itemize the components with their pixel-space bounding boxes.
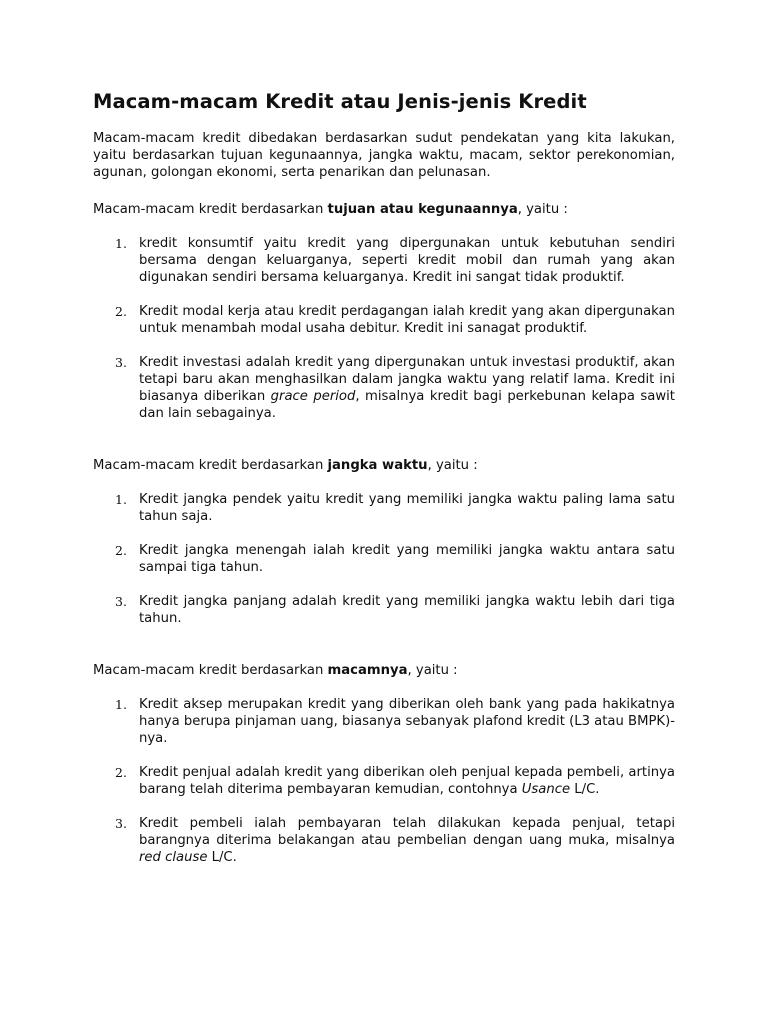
list-number: 3. <box>115 816 127 831</box>
list-item: 3. Kredit investasi adalah kredit yang dipergunakan untuk investasi produktif, akan tetapi baru akan menghasilkan dalam jangka waktu yang relatif lama. Kredit ini biasanya diberikan grace period, misalnya kredit bagi perkebunan kelapa sawit dan lain sebagainya. <box>115 355 675 421</box>
list-number: 2. <box>115 543 127 558</box>
italic-term: Usance <box>521 782 571 797</box>
list-number: 1. <box>115 236 127 251</box>
list-number: 2. <box>115 765 127 780</box>
list-item: 1. Kredit aksep merupakan kredit yang diberikan oleh bank yang pada hakikatnya hanya berupa pinjaman uang, biasanya sebanyak plafond kredit (L3 atau BMPK)-nya. <box>115 697 675 746</box>
list-item: 2. Kredit penjual adalah kredit yang diberikan oleh penjual kepada pembeli, artinya barang telah diterima pembayaran kemudian, contohnya Usance L/C. <box>115 765 675 797</box>
list-item: 1. kredit konsumtif yaitu kredit yang dipergunakan untuk kebutuhan sendiri bersama dengan keluarganya, seperti kredit mobil dan rumah yang akan digunakan sendiri bersama keluarganya. Kredit ini sangat tidak produktif. <box>115 236 675 285</box>
section-keyword: macamnya <box>327 663 408 678</box>
section-heading-term: Macam-macam kredit berdasarkan jangka waktu, yaitu : <box>93 458 478 473</box>
section-heading-type: Macam-macam kredit berdasarkan macamnya, yaitu : <box>93 663 458 678</box>
section-keyword: tujuan atau kegunaannya <box>327 202 518 217</box>
section-keyword: jangka waktu <box>327 458 428 473</box>
list-number: 3. <box>115 355 127 370</box>
list-item: 2. Kredit modal kerja atau kredit perdagangan ialah kredit yang akan dipergunakan untuk menambah modal usaha debitur. Kredit ini sanagat produktif. <box>115 304 675 336</box>
document-body <box>93 90 675 883</box>
section-heading-purpose: Macam-macam kredit berdasarkan tujuan atau kegunaannya, yaitu : <box>93 202 568 217</box>
list-number: 3. <box>115 594 127 609</box>
list-number: 1. <box>115 697 127 712</box>
list-item: 3. Kredit jangka panjang adalah kredit yang memiliki jangka waktu lebih dari tiga tahun. <box>115 594 675 626</box>
page-title: Macam-macam Kredit atau Jenis-jenis Kredit <box>93 90 587 113</box>
list-item: 3. Kredit pembeli ialah pembayaran telah dilakukan kepada penjual, tetapi barangnya diterima belakangan atau pembelian dengan uang muka, misalnya red clause L/C. <box>115 816 675 865</box>
intro-paragraph: Macam-macam kredit dibedakan berdasarkan sudut pendekatan yang kita lakukan, yaitu berdasarkan tujuan kegunaannya, jangka waktu, macam, sektor perekonomian, agunan, golongan ekonomi, serta penarikan dan pelunasan. <box>93 131 675 180</box>
list-purpose <box>93 235 675 422</box>
spacer <box>93 644 675 662</box>
list-number: 1. <box>115 492 127 507</box>
italic-term: grace period <box>270 389 356 404</box>
list-number: 2. <box>115 304 127 319</box>
italic-term: red clause <box>139 850 208 865</box>
list-term <box>93 491 675 627</box>
list-item: 2. Kredit jangka menengah ialah kredit yang memiliki jangka waktu antara satu sampai tiga tahun. <box>115 543 675 575</box>
list-type <box>93 696 675 866</box>
list-item: 1. Kredit jangka pendek yaitu kredit yang memiliki jangka waktu paling lama satu tahun saja. <box>115 492 675 524</box>
spacer <box>93 439 675 457</box>
